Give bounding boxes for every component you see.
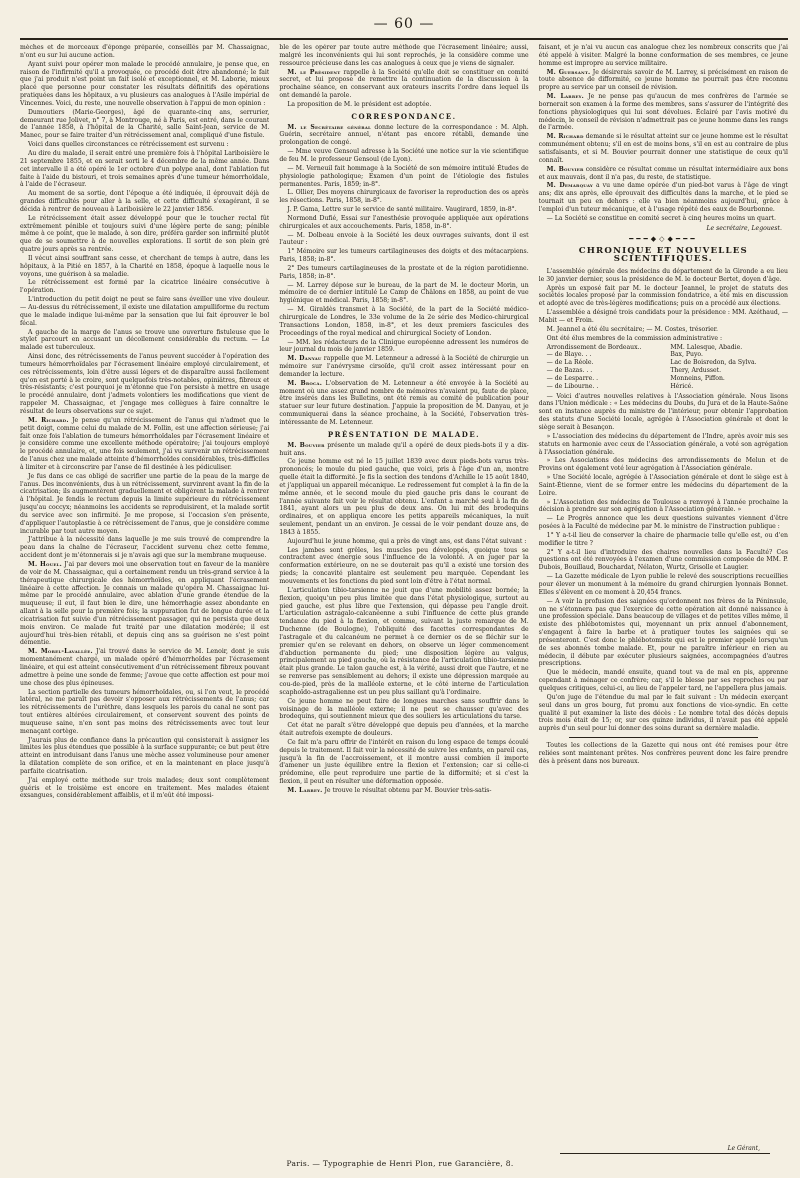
speaker-text: Je ne pense pas qu'aucun de mes confrères de l'armée se bornerait son examen à la forme des membres, sans s'assurer de l'intégrité des fonctions physiologiques qui lui sont dévolues. Éclairé par l'avis motivé du médecin, le conseil de révision n'admettrait pas ce jeune homme dans les rangs de l'armée. <box>538 93 788 132</box>
column-1 <box>20 44 269 1144</box>
paragraph <box>539 166 788 182</box>
speaker-name: M. Larrey. <box>287 786 323 794</box>
paragraph <box>279 787 528 795</box>
speaker-name: M. Demarquay <box>546 182 593 190</box>
members-cell: Bax, Puyo. <box>670 351 703 359</box>
section-heading-presentation: PRÉSENTATION DE MALADE. <box>327 429 481 439</box>
paragraph: Le rétrécissement est formé par la cicatrice linéaire consécutive à l'opération. <box>20 279 270 295</box>
paragraph: La proposition de M. le président est adoptée. <box>287 100 432 108</box>
paragraph: J'aurais plus de confiance dans la précaution qui consisterait à assigner les limites les plus étendues que possible à la surface suppurante; ce but peut être atteint en introduisant dans l'anus une mèche assez volumineuse pour amener la dilatation complète de son orifice, et en la maintenant en place jusqu'à parfaite cicatrisation. <box>20 736 270 775</box>
paragraph: Dumoutiers (Marie-Georges), âgé de quarante-cinq ans, serrurier, demeurant rue Jolivet, n° 7, à Montrouge, né à Paris, est entré, dans le courant de l'année 1858, à l'hôpital de la Charité, salle Saint-Jean, service de M. Manec, pour se faire traiter d'un rétrécissement anal, compliqué d'une fistule. <box>20 108 270 140</box>
paragraph: mèches et de morceaux d'éponge préparée, conseillés par M. Chassaignac, n'ont eu sur lui aucune action. <box>20 44 270 59</box>
speaker-text: J'ai trouvé dans le service de M. Lenoir, dont je suis momentanément chargé, un malade opéré d'hémorrhoïdes par l'écrasement linéaire, et qui est atteint consécutivement d'un rétrécissement fibreux pouvant admettre à peine une sonde de femme; j'avoue que cette affection est pour moi une chose des plus épineuses. <box>20 648 270 687</box>
paragraph: 2° Y a-t-il lieu d'introduire des chaires nouvelles dans la Faculté? Ces questions ont été renvoyées à l'examen d'une commission composée de MM. P. Dubois, Bouillaud, Bouchardat, Nélaton, Wurtz, Grisolle et Laugier. <box>538 548 788 572</box>
paragraph <box>279 69 528 100</box>
section-heading-correspondance: CORRESPONDANCE. <box>351 111 457 121</box>
column-3 <box>539 44 788 1144</box>
arrondissement-cell: — de Lesparre. . <box>546 374 599 382</box>
paragraph: Qu'on juge de l'étendue du mal par le fait suivant : Un médecin exerçant seul dans un gros bourg, fut promu aux fonctions de vice-syndic. En cette qualité il put examiner la liste des décès : Le nombre total des décès depuis trois mois était de 15; or, sur ces quinze individus, il n'avait pas été appelé auprès d'un seul pour lui donner des soins durant sa dernière maladie. <box>538 693 788 733</box>
paragraph: 2° Des tumeurs cartilagineuses de la prostate et de la région parotidienne. Paris, 1858; in-8°. <box>279 264 529 280</box>
paragraph: » L'association des médecins du département de l'Indre, après avoir mis ses statuts en harmonie avec ceux de l'Association générale, a voté son agrégation à l'Association générale. <box>538 432 788 456</box>
speaker-text: demande si le résultat atteint sur ce jeune homme est le résultat communément obtenu; s'il en est de moins bons, s'il en est au contraire de plus satisfaisants, et si M. Bouvier pourrait donner une statistique de ceux qu'il connaît. <box>538 133 788 164</box>
text-columns <box>20 44 788 1144</box>
speaker-name: M. le Président <box>287 68 341 76</box>
paragraph: L'assemblée générale des médecins du département de la Gironde a eu lieu le 30 janvier dernier, sous la présidence de M. le docteur Bertet, doyen d'âge. <box>538 267 788 283</box>
paragraph: — M. Verneuil fait hommage à la Société de son mémoire intitulé Études de physiologie pathologique; Examen d'un point de l'étiologie des fistules permanentes. Paris, 1859; in-8°. <box>279 164 529 188</box>
speaker-name: M. le Secrétaire général <box>287 123 372 131</box>
paragraph <box>279 442 528 458</box>
speaker-name: M. Richard. <box>28 416 69 424</box>
paragraph: Après un exposé fait par M. le docteur Jeannel, le projet de statuts des sociétés locales proposé par la commission fondatrice, a été mis en discussion et adopté avec de très-légères modifications; puis on a procédé aux élections. <box>538 284 788 308</box>
commission-members-table <box>547 344 788 391</box>
speaker-text: rappelle que M. Letenneur a adressé à la Société de chirurgie un mémoire sur l'anévrysme cirsoïde, qu'il croit assez intéressant pour en demander la lecture. <box>279 355 529 378</box>
members-cell: Lac de Boisredon, da Sylva. <box>670 359 757 367</box>
speaker-text: rappelle à la Société qu'elle doit se constituer en comité secret, et lui propose de remettre la continuation de la discussion à la prochaine séance, en conservant aux orateurs inscrits l'ordre dans lequel ils ont demandé la parole. <box>279 68 529 100</box>
paragraph: Aujourd'hui le jeune homme, qui a près de vingt ans, est dans l'état suivant : <box>287 537 527 545</box>
paragraph <box>279 380 528 427</box>
paragraph: Normond Dufié, Essai sur l'anesthésie provoquée appliquée aux opérations chirurgicales et aux accouchements. Paris, 1858, in-8°. <box>279 214 529 230</box>
paragraph: J'attribue à la nécessité dans laquelle je me suis trouvé de comprendre la peau dans la chaîne de l'écraseur, l'accident survenu chez cette femme, accident dont je m'étonnerais si je n'avais agi que sur la membrane muqueuse. <box>20 536 270 560</box>
speaker-text: a vu une dame opérée d'un pied-bot varus à l'âge de vingt ans; dix ans après, elle éprouvait des difficultés dans la marche, et le pied se tournait un peu en dehors : elle va bien néanmoins aujourd'hui, grâce à l'emploi d'un tuteur mécanique, et à l'usage répété des eaux de Bourbonne. <box>538 182 788 213</box>
speaker-name: M. Morel-Lavallée. <box>28 648 93 656</box>
paragraph: J'ai employé cette méthode sur trois malades; deux sont complètement guéris et le troisième est encore en traitement. Mes malades étaient exsangues, considérablement affaiblis, et il m'eût été impossi- <box>20 776 270 800</box>
paragraph: » Les Associations des médecins des arrondissements de Melun et de Provins ont également voté leur agrégation à l'Association générale. <box>538 457 788 473</box>
paragraph: — Mme veuve Gensoul adresse à la Société une notice sur la vie scientifique de feu M. le professeur Gensoul (de Lyon). <box>279 148 529 163</box>
paragraph: Ce fait m'a paru offrir de l'intérêt en raison du long espace de temps écoulé depuis le traitement. Il fait voir la nécessité de suivre les enfants, en pareil cas, jusqu'à la fin de l'accroissement, et il montre aussi combien il importe d'amener un juste équilibre entre la flexion et l'extension; car si celle-ci prédomine, elle peut reproduire une partie de la difformité; et si c'est la flexion, il peut en résulter une déformation opposée. <box>279 738 529 786</box>
secretary-signature: Le secrétaire, Legouest. <box>706 224 782 232</box>
paragraph: Ce jeune homme est né le 15 juillet 1839 avec deux pieds-bots varus très-prononcés; le moule du pied gauche, que voici, pris à l'âge d'un an, montre quelle était la difformité. Je fis la section des tendons d'Achille le 15 août 1840, et j'appliquai un appareil mécanique. Le redressement fut complet à la fin de la même année, et le second moule du pied gauche pris dans le courant de l'année suivante fait voir le résultat obtenu. L'enfant a marché seul à la fin de 1841, ayant alors un peu plus de deux ans. On lui mit des brodequins ordinaires, et on appliqua encore les petits appareils mécaniques, la nuit seulement, pendant un an environ. Je cessai de le voir pendant douze ans, de 1843 à 1855. <box>279 458 529 536</box>
paragraph: Voici dans quelles circonstances ce rétrécissement est survenu : <box>28 141 229 149</box>
paragraph: — A voir la profusion des saignées qu'ordonnent nos frères de la Péninsule, on ne s'étonnera pas que l'exercice de cette opération ait donné naissance à une profession spéciale. Dans beaucoup de villages et de petites villes même, il existe des phlébotomistes qui, moyennant un prix annuel d'abonnement, s'engagent à faire la barbe et à pratiquer toutes les saignées qui se présenteront. C'est donc le phlébotomiste qui est le premier appelé lorsqu'un de ses abonnés tombe malade. Et, pour ne paraître inférieur en rien au médecin, il débute par exécuter plusieurs saignées, accompagnées d'autres prescriptions. <box>538 597 788 668</box>
paragraph: M. Jeannel a été élu secrétaire; — M. Costes, trésorier. <box>546 325 718 333</box>
speaker-name: M. Broca. <box>287 379 323 387</box>
paragraph: ble de les opérer par toute autre méthode que l'écrasement linéaire; aussi, malgré les inconvénients qui lui sont reprochés, je la considère comme une ressource précieuse dans les cas analogues à ceux que je viens de signaler. <box>279 44 529 67</box>
gerant-label: Le Gérant, <box>727 1145 760 1152</box>
paragraph <box>279 355 528 379</box>
speaker-text: Je trouve le résultat obtenu par M. Bouvier très-satis- <box>324 786 492 794</box>
paragraph: — M. Larrey dépose sur le bureau, de la part de M. le docteur Morin, un mémoire de ce dernier intitulé Le Camp de Châlons en 1858, au point de vue hygiénique et médical. Paris, 1858; in-8°. <box>279 281 529 305</box>
speaker-text: Je pense qu'un rétrécissement de l'anus qui n'admet que le petit doigt, comme celui du malade de M. Follin, est une affection sérieuse; j'ai fait onze fois l'ablation de tumeurs hémorrhoïdales par l'écrasement linéaire et je considère comme une excellente méthode opératoire; j'ai toujours employé le procédé annulaire, et, une fois seulement, j'ai vu survenir un rétrécissement de l'anus chez une malade atteinte d'hémorrhoïdes considérables, très-difficiles à limiter et à circonscrire par l'anse de fil destinée à les pédiculiser. <box>20 416 270 471</box>
speaker-text: donne lecture de la correspondance : M. Alph. Guérin, secrétaire annuel, n'étant pas encore rétabli, demande une prolongation de congé. <box>279 123 529 147</box>
speaker-text: présente un malade qu'il a opéré de deux pieds-bots il y a dix-huit ans. <box>279 441 529 457</box>
paragraph: Au moment de sa sortie, dont l'époque a été indiquée, il éprouvait déjà de grandes difficultés pour aller à la selle, et cette difficulté s'exagérant, il se décida à rentrer de nouveau à Lariboisière le 22 janvier 1856. <box>20 190 270 213</box>
paragraph <box>20 417 269 472</box>
speaker-text: Je désirerais savoir de M. Larrey, si précisément en raison de toute absence de difformité, ce jeune homme ne pourrait pas être reconnu propre au service par un conseil de révision. <box>538 68 788 92</box>
paragraph <box>539 69 788 93</box>
column-2 <box>279 44 528 1144</box>
paragraph: — La Gazette médicale de Lyon publie le relevé des souscriptions recueillies pour élever un monument à la mémoire du grand chirurgien lyonnais Bonnet. Elles s'élèvent en ce moment à 20,454 francs. <box>538 573 788 596</box>
paragraph: Au dire du malade, il serait entré une première fois à l'hôpital Lariboisière le 21 septembre 1855, et en serait sorti le 4 décembre de la même année. Dans cet intervalle il a été opéré le 1er octobre d'un polype anal, dont l'ablation fut faite à l'aide du bistouri, et trois semaines après d'une tumeur hémorrhoïdale, à l'aide de l'écraseur. <box>20 149 270 189</box>
speaker-name: M. Houel. <box>28 561 63 568</box>
paragraph: Cet état ne paraît s'être développé que depuis peu d'années, et la marche était autrefois exempte de douleurs. <box>279 722 529 738</box>
members-cell: Monneins, Piffon. <box>670 374 725 382</box>
members-cell: Héricé. <box>670 382 694 390</box>
arrondissement-cell: — de La Réole. <box>546 359 594 367</box>
paragraph: — Voici d'autres nouvelles relatives à l'Association générale. Nous lisons dans l'Union médicale : « Les médecins du Doubs, du Jura et de la Haute-Saône sont en instance auprès du ministre de l'intérieur, pour obtenir l'approbation des statuts d'une Société locale, agrégée à l'Association générale et dont le siège serait à Besançon. <box>538 392 788 431</box>
speaker-name: M. Bouvier <box>546 165 584 173</box>
paragraph: L'assemblée a désigné trois candidats pour la présidence : MM. Azéthaud, — Mabit — et Froin. <box>538 309 788 324</box>
paragraph: Le rétrécissement était assez développé pour que le toucher rectal fût extrêmement pénible et toujours suivi d'une légère perte de sang; pénible même à ce point, que le malade, à son dire, préféra garder son infirmité plutôt que de se soumettre à de nouvelles explorations. Il sortit de son plein gré quatre jours après sa rentrée. <box>20 214 270 254</box>
divider <box>569 737 758 738</box>
members-cell: Thery, Ardusset. <box>670 367 722 375</box>
paragraph: » L'Association des médecins de Toulouse a renvoyé à l'année prochaine la décision à prendre sur son agrégation à l'Association générale. » <box>538 498 788 514</box>
paragraph: » Une Société locale, agrégée à l'Association générale et dont le siège est à Saint-Étienne, vient de se former entre les médecins du département de la Loire. <box>538 474 788 497</box>
paragraph <box>539 133 788 164</box>
paragraph: J. P. Gama, Lettre sur le service de santé militaire. Vaugirard, 1859, in-8°. <box>287 206 517 214</box>
footer-divider <box>560 1153 770 1154</box>
paragraph: — Le Progrès annonce que les deux questions suivantes viennent d'être posées à la Faculté de médecine par M. le ministre de l'instruction publique : <box>538 515 788 531</box>
paragraph: — M. Dolbeau envoie à la Société les deux ouvrages suivants, dont il est l'auteur : <box>279 231 529 247</box>
page-number: — 60 — <box>373 16 435 32</box>
paragraph: A gauche de la marge de l'anus se trouve une ouverture fistuleuse que le stylet parcourt en accusant un décollement considérable du rectum. — Le malade est tuberculeux. <box>20 328 270 352</box>
paragraph <box>279 124 528 148</box>
arrondissement-cell: — de Bazas. . . <box>546 367 593 375</box>
paragraph: Je fus dans ce cas obligé de sacrifier une partie de la peau de la marge de l'anus. Des inconvénients, dus à un rétrécissement, survinrent avant la fin de la cicatrisation; ils augmentèrent graduellement et obligèrent la malade à rentrer à l'hôpital. Je fendis le rectum depuis la limite supérieure du rétrécissement jusqu'au coccyx; néanmoins les accidents se reproduisirent, et la malade sortit du service avec son infirmité. Je me propose, si l'occasion s'en présente, d'appliquer l'autoplastie à ce rétrécissement de l'anus, que je considère comme incurable par tout autre moyen. <box>20 472 270 535</box>
printer-imprint: Paris. — Typographie de Henri Plon, rue Garancière, 8. <box>286 1159 514 1168</box>
paragraph: Ayant suivi pour opérer mon malade le procédé annulaire, je pense que, en raison de l'infirmité qu'il a provoquée, ce procédé doit être abandonné; le fait que j'ai produit n'est point un fait isolé et exceptionnel, et M. Laborie, mieux placé que personne pour constater les résultats définitifs des opérations pratiquées dans les hôpitaux, a vu plusieurs cas analogues à l'Asile impérial de Vincennes. Voici, du reste, une nouvelle observation à l'appui de mon opinion : <box>20 60 270 107</box>
arrondissement-cell: Arrondissement de Bordeaux.. <box>546 343 642 351</box>
speaker-text: considère ce résultat comme un résultat intermédiaire aux bons et aux mauvais, dont il n'a pas, du reste, de statistique. <box>538 165 788 181</box>
speaker-name: M. Bouvier <box>287 441 325 449</box>
page-header <box>20 14 788 40</box>
speaker-name: M. Guersant. <box>546 68 591 76</box>
paragraph: Ainsi donc, des rétrécissements de l'anus peuvent succéder à l'opération des tumeurs hémorrhoïdales par l'écrasement linéaire employé circulairement, et ces rétrécissements, loin d'être aussi légers et de disparaître aussi facilement qu'on est porté à le croire, sont quelquefois très-notables, opiniâtres, fibreux et très-résistants; c'est pourquoi je m'étonne que l'on persiste à mettre en usage le procédé annulaire, dont j'admets volontiers les modifications que vient de rappeler M. Chassaignac, et j'engage mes collègues à faire connaître le résultat de leurs observations sur ce sujet. <box>20 353 270 415</box>
paragraph: Toutes les collections de la Gazette qui nous ont été remises pour être reliées sont maintenant prêtes. Nos confrères peuvent donc les faire prendre dès à présent dans nos bureaux. <box>538 742 788 765</box>
arrondissement-cell: — de Libourne. . <box>546 382 599 390</box>
paragraph: 1° Mémoire sur les tumeurs cartilagineuses des doigts et des métacarpiens. Paris, 1858; in-8°. <box>279 248 529 264</box>
speaker-text: J'ai par devers moi une observation tout en faveur de la manière de voir de M. Chassaignac, qui a certainement rendu un très-grand service à la thérapeutique chirurgicale des hémorrhoïdes, en appliquant l'écrasement linéaire à cette affection. Je connais un malade qu'opéra M. Chassaignac lui-même par le procédé annulaire, avec ablation d'une grande étendue de la muqueuse; il eut, il faut bien le dire, une hémorrhagie assez abondante en allant à la selle pour la première fois; la suppuration fut de longue durée et la cicatrisation fut suivie d'un rétrécissement passager, qui ne persista que deux mois environ. Ce malade fut traité par une dilatation modérée; il est aujourd'hui très-bien rétabli, et depuis cinq ans sa guérison ne s'est point démentie. <box>20 561 270 647</box>
paragraph: L'articulation tibio-tarsienne ne jouit que d'une mobilité assez bornée; la flexion, quoiqu'un peu plus limitée que dans l'état physiologique, surtout au pied gauche, est plus libre que l'extension, qui dépasse peu l'angle droit. L'articulation astragalo-calcanéenne a subi l'influence de cette plus grande tendance du pied à la flexion, et comme, suivant la juste remarque de M. Duchenne (de Boulogne), l'obliquité des facettes correspondantes de l'astragale et du calcanéum ne permet à ce dernier os de se fléchir sur le premier qu'en se relevant en dehors, on observe un léger commencement d'abduction permanente du pied; une disposition légère au valgus, principalement au pied gauche, où la résistance de l'articulation tibio-tarsienne était plus grande. Le talon gauche est, à la vérité, aussi droit que l'autre, et ne se renverse pas sensiblement au dehors; il existe une dépression marquée au cou-de-pied, près de la malléole externe, et le côté interne de l'articulation scaphoïdo-astragalienne est un peu plus saillant qu'à l'ordinaire. <box>279 586 529 696</box>
paragraph: faisant, et je n'ai vu aucun cas analogue chez les nombreux conscrits que j'ai été appelé à visiter. Malgré la bonne conformation de ses membres, ce jeune homme est impropre au service militaire. <box>538 44 788 67</box>
paragraph <box>539 93 788 132</box>
paragraph: — M. Giraldès transmet à la Société, de la part de la Société médico-chirurgicale de Londres, le 33e volume de la 2e série des Medico-chirurgical Transactions London, 1858, in-8°, et les deux premiers fascicules des Proceedings of the royal medical and chirurgical Society of London. <box>279 306 529 337</box>
paragraph: L'introduction du petit doigt ne peut se faire sans éveiller une vive douleur. — Au-dessus du rétrécissement, il existe une dilatation ampulliforme du rectum que le malade indique lui-même par la sensation que lui fait éprouver le bol fécal. <box>20 296 270 327</box>
paragraph: La section partielle des tumeurs hémorrhoïdales, ou, si l'on veut, le procédé latéral, ne me paraît pas devoir s'opposer aux rétrécissements de l'anus; car les rétrécissements de l'urèthre, dans lesquels les parois du canal ne sont pas tout entières altérées circulairement, et conservent souvent des points de muqueuse saine, n'en sont pas moins des rétrécissements avec tout leur menaçant cortège. <box>20 688 270 735</box>
speaker-text: L'observation de M. Letenneur a été envoyée à la Société au moment où une assez grand nombre de mémoires n'avaient pu, faute de place, être insérés dans les Bulletins, ont été remis au comité de publication pour statuer sur leur future destination. J'appuie la proposition de M. Danyau, et je communiquerai dans la séance prochaine, à la Société, l'observation très-intéressante de M. Letenneur. <box>279 379 529 426</box>
paragraph: Ont été élus membres de la commission administrative : <box>546 334 723 342</box>
paragraph <box>20 648 269 687</box>
paragraph: 1° Y a-t-il lieu de conserver la chaire de pharmacie telle qu'elle est, ou d'en modifier le titre ? <box>538 531 788 547</box>
paragraph: Que le médecin, mandé ensuite, quand tout va de mal en pis, apprenne cependant à ménager ce confrère; car, s'il le blesse par ses reproches ou par quelques critiques, celui-ci, au lieu de l'appeler tard, ne l'appellera plus jamais. <box>538 669 788 692</box>
paragraph <box>20 561 269 647</box>
paragraph: Les jambes sont grêles, les muscles peu développés, quoique tous se contractent avec énergie sous l'influence de la volonté. A en juger par la conformation extérieure, on ne se douterait pas qu'il a existé une torsion des pieds; la concavité plantaire est seulement peu marquée. Cependant les mouvements et les fonctions du pied sont loin d'être à l'état normal. <box>279 546 529 585</box>
paragraph: L. Ollier, Des moyens chirurgicaux de favoriser la reproduction des os après les résections. Paris, 1858, in-8°. <box>279 189 529 205</box>
speaker-name: M. Richard <box>546 133 584 141</box>
ornament-divider: ━━━◆◇◆━━━ <box>629 235 698 244</box>
speaker-name: M. Danyau <box>287 355 322 363</box>
members-cell: MM. Lalesque, Abadie. <box>670 343 743 351</box>
section-heading-chronique: CHRONIQUE ET NOUVELLES SCIENTIFIQUES. <box>578 246 748 265</box>
arrondissement-cell: — de Blaye. . . <box>546 351 592 359</box>
paragraph: — La Société se constitue en comité secret à cinq heures moins un quart. <box>546 214 776 222</box>
speaker-name: M. Larrey. <box>546 93 584 101</box>
paragraph: Il vécut ainsi souffrant sans cesse, et cherchant de temps à autre, dans les hôpitaux, à la Pitié en 1857, à la Charité en 1858, époque à laquelle nous le voyons, une guérison à sa maladie. <box>20 254 270 278</box>
paragraph: Ce jeune homme ne peut faire de longues marches sans souffrir dans le voisinage de la malléole externe; il ne peut se chausser qu'avec des brodequins, qui soutiennent mieux que des souliers les articulations du tarse. <box>279 697 529 721</box>
paragraph <box>539 182 788 213</box>
paragraph: — MM. les rédacteurs de la Clinique européenne adressent les numéros de leur journal du mois de janvier 1859. <box>279 338 529 354</box>
